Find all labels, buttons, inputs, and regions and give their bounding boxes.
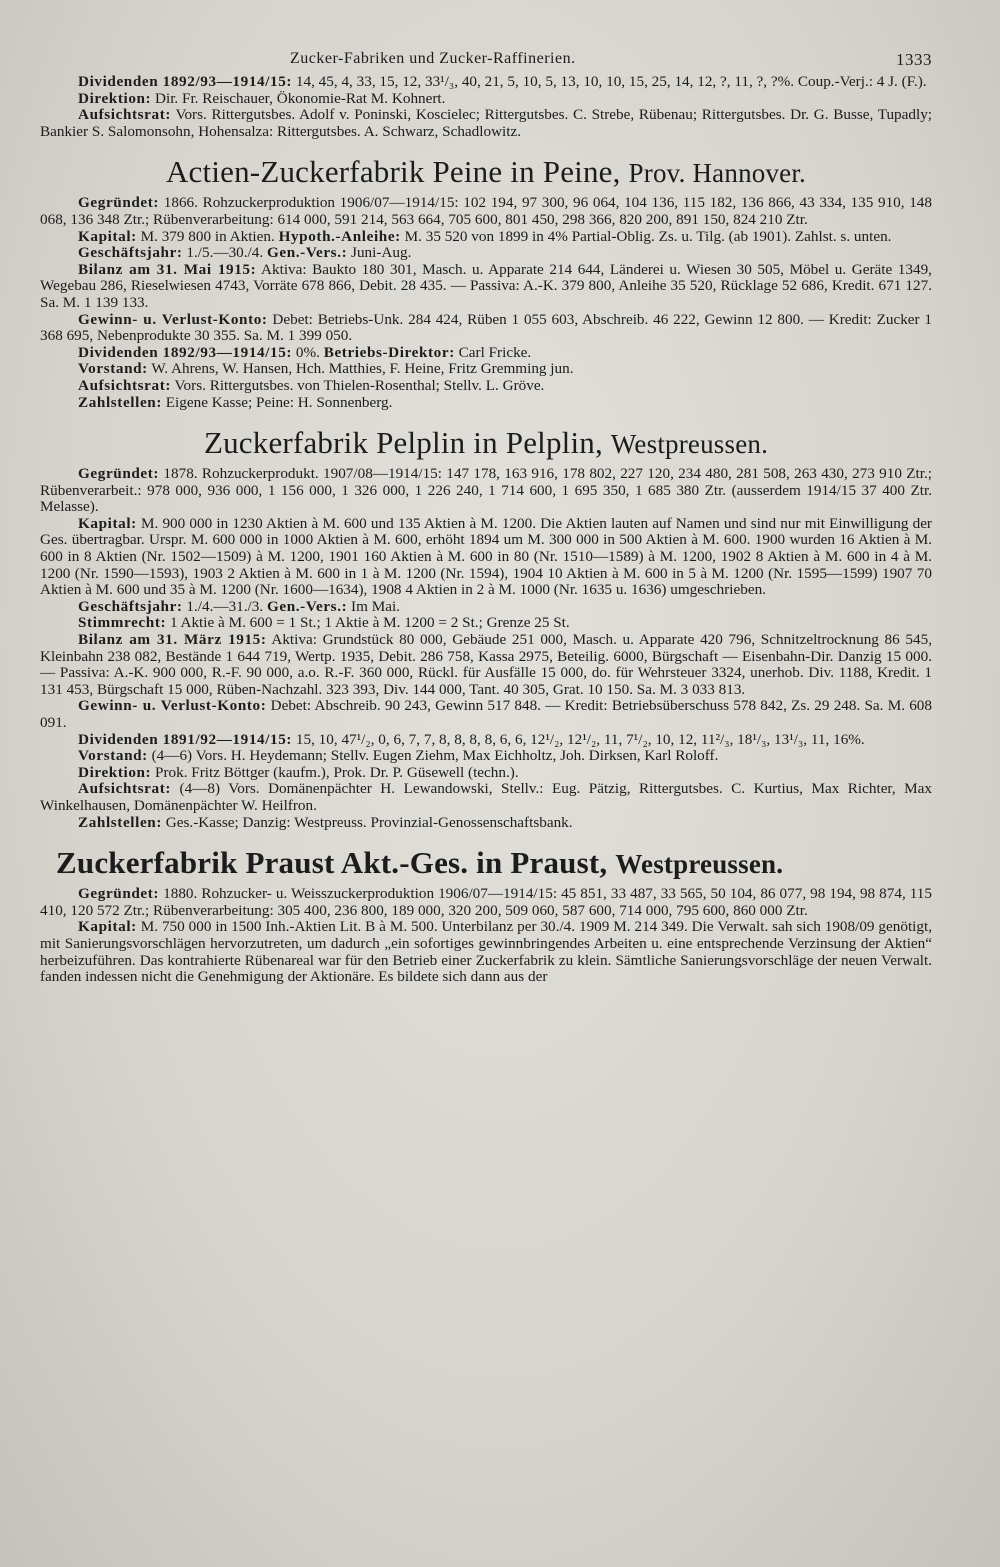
entry-supervisory-board: Aufsichtsrat: (4—8) Vors. Domänenpächter H. Lewandowski, Stellv.: Eug. Pätzig, Rittergutsbes. C. Kurtius, Max Richter, Max Winkelhausen, Domänenpächter W. Heilfron. — [40, 780, 933, 814]
entry-supervisory-board: Aufsichtsrat: Vors. Rittergutsbes. Adolf v. Poninski, Koscielec; Rittergutsbes. C. Strebe, Rübenau; Rittergutsbes. Dr. G. Busse, Tupadly; Bankier S. Salomonsohn, Hohensalza: Rittergutsbes. A. Schwarz, Schadlowitz. — [40, 106, 933, 140]
company-location: Westpreussen. — [615, 849, 784, 880]
entry-balance-sheet: Bilanz am 31. Mai 1915: Aktiva: Baukto 180 301, Masch. u. Apparate 214 644, Länderei u. Wiesen 30 505, Möbel u. Geräte 1349, Wegebau 286, Rieselwiesen 4743, Vorräte 678 866, Debit. 28 435. — Passiva: A.-K. 379 800, Anleihe 35 520, Rücklage 52 686, Kredit. 671 127. Sa. M. 1 139 133. — [40, 260, 932, 311]
entry-supervisory-board: Aufsichtsrat: Vors. Rittergutsbes. von Thielen-Rosenthal; Stellv. L. Gröve. — [78, 376, 545, 394]
entry-dividends: Dividenden 1891/92—1914/15: 15, 10, 47¹/₂, 0, 6, 7, 7, 8, 8, 8, 8, 6, 6, 12¹/₂, 12¹/₂, 11, 7¹/₂, 10, 12, 11²/₃, 18¹/₃, 13¹/₃, 11, 16%. — [78, 730, 865, 748]
company-heading-peine — [40, 154, 932, 191]
company-name: Zuckerfabrik Praust Akt.-Ges. in Praust, — [56, 845, 608, 881]
entry-balance-sheet: Bilanz am 31. März 1915: Aktiva: Grundstück 80 000, Gebäude 251 000, Masch. u. Apparate 420 796, Schnitzeltrocknung 86 545, Kleinbahn 238 082, Bestände 1 644 719, Wertp. 1935, Debit. 286 758, Kassa 2975, Beteilig. 6000, Bürgschaft — Eisenbahn-Dir. Danzig 15 000. — Passiva: A.-K. 900 000, R.-F. 90 000, a.o. R.-F. 360 000, Rückl. für Ausfälle 15 000, do. für Wehrsteuer 3324, unerhob. Div. 1188, Kredit. 1 131 453, Bürgschaft 15 000, Rüben-Nachzahl. 323 393, Div. 144 000, Tant. 40 305, Grat. 10 150. Sa. M. 3 033 813. — [40, 631, 932, 698]
entry-dividends: Dividenden 1892/93—1914/15: 14, 45, 4, 33, 15, 12, 33¹/₃, 40, 21, 5, 10, 5, 13, 10, 10, 15, 25, 14, 12, ?, 11, ?, ?%. Coup.-Verj.: 4 J. (F.). — [78, 73, 927, 90]
entry-paying-agents: Zahlstellen: Ges.-Kasse; Danzig: Westpreuss. Provinzial-Genossenschaftsbank. — [78, 813, 573, 831]
entry-dividends: Dividenden 1892/93—1914/15: 0%. Betriebs-Direktor: Carl Fricke. — [78, 343, 532, 361]
company-location: Westpreussen. — [610, 429, 769, 460]
page-number: 1333 — [896, 50, 932, 69]
entry-founded: Gegründet: 1878. Rohzuckerprodukt. 1907/08—1914/15: 147 178, 163 916, 178 802, 227 120, 234 480, 281 508, 263 430, 273 910 Ztr.; Rübenverarbeit.: 978 000, 936 000, 1 156 000, 1 326 000, 1 226 240, 1 714 600, 1 695 350, 1 685 380 Ztr. (ausserdem 1914/15 37 400 Ztr. Melasse). — [40, 465, 932, 516]
entry-capital: Kapital: M. 750 000 in 1500 Inh.-Aktien Lit. B à M. 500. Unterbilanz per 30./4. 1909 M. 214 349. Die Verwalt. sah sich 1908/09 genötigt, mit Sanierungsvorschlägen hervorzutreten, um dadurch „ein sofortiges gewinnbringendes Arbeiten u. eine entsprechende Verzinsung der Aktien“ herbeizuführen. Das kontrahierte Rübenareal war für den Betrieb einer Zuckerfabrik zu klein. Sämtliche Sanierungsvorschläge der neuen Verwalt. fanden indessen nicht die Genehmigung der Aktionäre. Es bildete sich dann aus der — [40, 918, 932, 986]
company-heading-pelplin — [40, 425, 932, 462]
company-heading-praust — [40, 845, 932, 882]
running-header-title: Zucker-Fabriken und Zucker-Raffinerien. — [290, 50, 576, 67]
entry-board: Vorstand: W. Ahrens, W. Hansen, Hch. Matthies, F. Heine, Fritz Gremming jun. — [78, 360, 574, 378]
entry-management: Direktion: Dir. Fr. Reischauer, Ökonomie-Rat M. Kohnert. — [78, 89, 446, 107]
company-name: Actien-Zuckerfabrik Peine in Peine, — [165, 154, 621, 190]
entry-capital: Kapital: M. 379 800 in Aktien. Hypoth.-Anleihe: M. 35 520 von 1899 in 4% Partial-Oblig. Zs. u. Tilg. (ab 1901). Zahlst. s. unten. — [78, 227, 892, 245]
entry-capital: Kapital: M. 900 000 in 1230 Aktien à M. 600 und 135 Aktien à M. 1200. Die Aktien lauten auf Namen und sind nur mit Einwilligung der Ges. übertragbar. Urspr. M. 600 000 in 1000 Aktien à M. 600, erhöht 1894 um M. 300 000 in 500 Aktien à M. 600. 1900 wurden 16 Aktien à M. 600 in 8 Aktien (Nr. 1502—1509) à M. 1200, 1901 160 Aktien à M. 600 in 80 (Nr. 1510—1589) à M. 1200, 1902 8 Aktien à M. 600 in 4 à M. 1200 (Nr. 1590—1593), 1903 2 Aktien à M. 600 in 1 à M. 1200 (Nr. 1594), 1904 10 Aktien à M. 600 in 5 à M. 1200 (Nr. 1595—1599) 1907 70 Aktien à M. 600 und 35 à M. 1200 (Nr. 1600—1634), 1908 4 Aktien in 2 à M. 1000 (Nr. 1635 u. 1636) umgeschrieben. — [40, 514, 932, 599]
entry-paying-agents: Zahlstellen: Eigene Kasse; Peine: H. Sonnenberg. — [78, 393, 393, 411]
page-body — [40, 74, 932, 986]
entry-voting-rights: Stimmrecht: 1 Aktie à M. 600 = 1 St.; 1 Aktie à M. 1200 = 2 St.; Grenze 25 St. — [78, 614, 570, 632]
entry-management: Direktion: Prok. Fritz Böttger (kaufm.), Prok. Dr. P. Güsewell (techn.). — [78, 763, 519, 781]
company-name: Zuckerfabrik Pelplin in Pelplin, — [203, 425, 603, 461]
entry-fiscal-year: Geschäftsjahr: 1./4.—31./3. Gen.-Vers.: Im Mai. — [78, 597, 400, 615]
running-header — [40, 46, 932, 74]
entry-board: Vorstand: (4—6) Vors. H. Heydemann; Stellv. Eugen Ziehm, Max Eichholtz, Joh. Dirksen, Karl Roloff. — [78, 747, 719, 765]
entry-profit-loss: Gewinn- u. Verlust-Konto: Debet: Betriebs-Unk. 284 424, Rüben 1 055 603, Abschreib. 46 222, Gewinn 12 800. — Kredit: Zucker 1 368 695, Nebenprodukte 30 355. Sa. M. 1 399 050. — [40, 310, 932, 345]
entry-profit-loss: Gewinn- u. Verlust-Konto: Debet: Abschreib. 90 243, Gewinn 517 848. — Kredit: Betriebsüberschuss 578 842, Zs. 29 248. Sa. M. 608 091. — [40, 697, 932, 731]
entry-fiscal-year: Geschäftsjahr: 1./5.—30./4. Gen.-Vers.: Juni-Aug. — [78, 244, 412, 262]
entry-founded: Gegründet: 1880. Rohzucker- u. Weisszuckerproduktion 1906/07—1914/15: 45 851, 33 487, 33 565, 50 104, 86 077, 98 194, 98 874, 115 410, 120 572 Ztr.; Rübenverarbeitung: 305 400, 236 800, 189 000, 320 200, 509 060, 587 600, 714 000, 795 600, 860 000 Ztr. — [40, 885, 932, 919]
entry-founded: Gegründet: 1866. Rohzuckerproduktion 1906/07—1914/15: 102 194, 97 300, 96 064, 104 136, 115 182, 136 866, 43 334, 135 910, 148 068, 136 348 Ztr.; Rübenverarbeitung: 614 000, 591 214, 563 664, 705 600, 801 450, 298 366, 820 200, 891 150, 824 210 Ztr. — [40, 194, 932, 228]
company-location: Prov. Hannover. — [628, 158, 807, 189]
